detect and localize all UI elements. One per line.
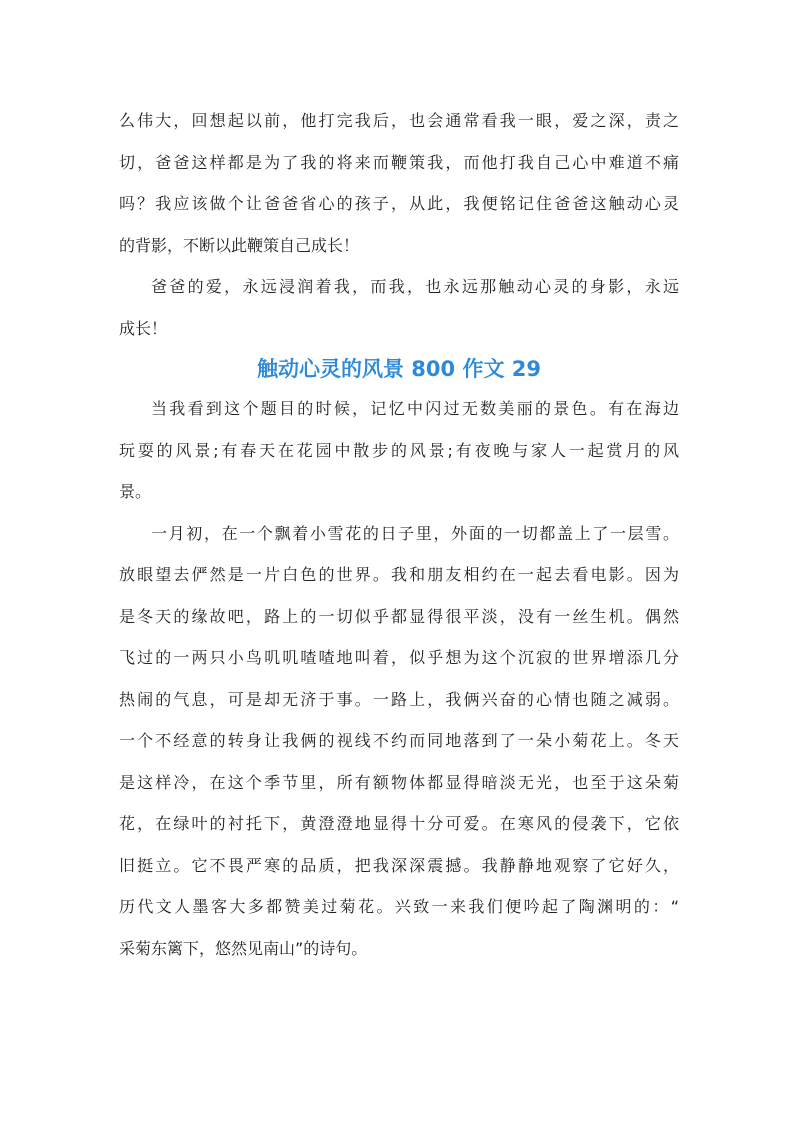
text-line: 飞过的一两只小鸟叽叽喳喳地叫着，似乎想为这个沉寂的世界增添几分: [119, 648, 679, 667]
text-line: 的背影，不断以此鞭策自己成长！: [119, 235, 360, 255]
text-line: 切，爸爸这样都是为了我的将来而鞭策我，而他打我自己心中难道不痛: [119, 152, 679, 172]
essay-title: 触动心灵的风景 800 作文 29: [257, 357, 541, 381]
text-line: 旧挺立。它不畏严寒的品质，把我深深震撼。我静静地观察了它好久，: [119, 855, 679, 875]
text-line: 放眼望去俨然是一片白色的世界。我和朋友相约在一起去看电影。因为: [119, 565, 679, 584]
text-line: 么伟大，回想起以前，他打完我后，也会通常看我一眼，爱之深，责之: [119, 111, 679, 130]
text-line: 玩耍的风景;有春天在花园中散步的风景;有夜晚与家人一起赏月的风: [119, 440, 679, 460]
paragraph: [119, 388, 679, 513]
text-line: 是这样冷，在这个季节里，所有额物体都显得暗淡无光，也至于这朵菊: [119, 772, 679, 792]
text-line: 爸爸的爱，永远浸润着我，而我，也永远那触动心灵的身影，永远: [151, 277, 679, 296]
document-body: [119, 100, 679, 969]
text-line: 采菊东篱下，悠然见南山”的诗句。: [119, 938, 368, 958]
text-line: 一月初，在一个飘着小雪花的日子里，外面的一切都盖上了一层雪。: [151, 523, 679, 543]
text-line: 历代文人墨客大多都赞美过菊花。兴致一来我们便吟起了陶渊明的：“: [119, 897, 679, 916]
paragraph: [119, 513, 679, 970]
paragraph: [119, 266, 679, 349]
paragraph: [119, 100, 679, 266]
text-line: 景。: [119, 482, 152, 501]
text-line: 成长！: [119, 318, 168, 338]
text-line: 一个不经意的转身让我俩的视线不约而同地落到了一朵小菊花上。冬天: [119, 731, 679, 750]
text-line: 当我看到这个题目的时候，记忆中闪过无数美丽的景色。有在海边: [151, 399, 679, 418]
text-line: 花，在绿叶的衬托下，黄澄澄地显得十分可爱。在寒风的侵袭下，它依: [119, 814, 679, 833]
text-line: 是冬天的缘故吧，路上的一切似乎都显得很平淡，没有一丝生机。偶然: [119, 606, 679, 626]
text-line: 热闹的气息，可是却无济于事。一路上，我俩兴奋的心情也随之减弱。: [119, 689, 679, 709]
text-line: 吗？我应该做个让爸爸省心的孩子，从此，我便铭记住爸爸这触动心灵: [119, 194, 679, 213]
